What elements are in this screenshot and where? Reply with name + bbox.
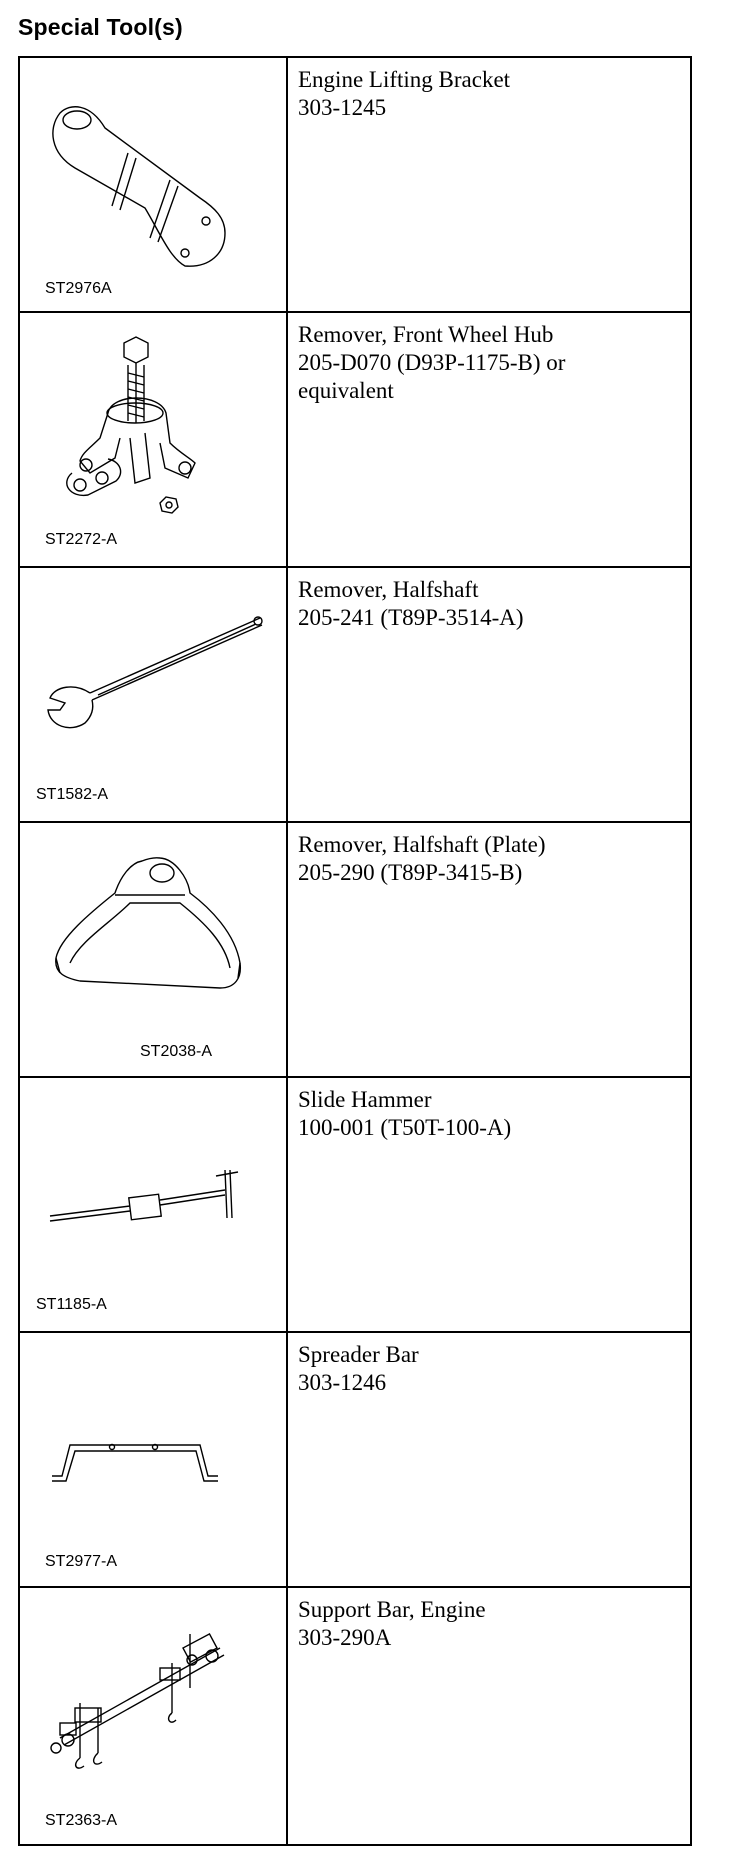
tool-description-cell <box>287 312 691 567</box>
tool-image-cell <box>19 567 287 822</box>
tool-image-cell <box>19 1077 287 1332</box>
tool-image-code: ST1185-A <box>36 1296 107 1313</box>
page-title: Special Tool(s) <box>18 14 183 40</box>
tool-number: 303-290A <box>298 1625 392 1650</box>
tool-image-code: ST2272-A <box>45 531 118 548</box>
tool-name: Remover, Halfshaft <box>298 577 479 602</box>
engine-support-bar-illustration <box>20 1588 286 1844</box>
tool-number: 205-290 (T89P-3415-B) <box>298 860 523 885</box>
tool-name: Remover, Front Wheel Hub <box>298 322 554 347</box>
table-row <box>19 567 691 822</box>
table-row <box>19 822 691 1077</box>
tool-image-cell <box>19 312 287 567</box>
tool-description-cell <box>287 1077 691 1332</box>
tool-image-code: ST2363-A <box>45 1812 118 1829</box>
tool-image-code: ST1582-A <box>36 786 109 803</box>
table-row <box>19 1332 691 1587</box>
table-row <box>19 1587 691 1845</box>
table-row <box>19 1077 691 1332</box>
tool-description-cell <box>287 1332 691 1587</box>
tool-number: 205-D070 (D93P-1175-B) or <box>298 350 566 375</box>
tool-image-cell <box>19 57 287 312</box>
halfshaft-remover-illustration <box>20 568 286 821</box>
tool-name: Support Bar, Engine <box>298 1597 486 1622</box>
tool-description-cell <box>287 1587 691 1845</box>
spreader-bar-illustration <box>20 1333 286 1586</box>
tool-description-cell <box>287 567 691 822</box>
tool-description-cell <box>287 57 691 312</box>
halfshaft-plate-remover-illustration <box>20 823 286 1076</box>
tool-image-code: ST2976A <box>45 280 112 297</box>
tool-name: Engine Lifting Bracket <box>298 67 511 92</box>
special-tools-table <box>18 56 692 1846</box>
tool-image-code: ST2038-A <box>140 1043 213 1060</box>
front-wheel-hub-remover-illustration <box>20 313 286 566</box>
table-row <box>19 312 691 567</box>
tool-number: 205-241 (T89P-3514-A) <box>298 605 524 630</box>
tool-image-cell <box>19 1332 287 1587</box>
tool-name: Slide Hammer <box>298 1087 432 1112</box>
tool-description-cell <box>287 822 691 1077</box>
tool-number: 100-001 (T50T-100-A) <box>298 1115 512 1140</box>
tool-image-cell <box>19 1587 287 1845</box>
tool-image-code: ST2977-A <box>45 1553 118 1570</box>
tool-name: Remover, Halfshaft (Plate) <box>298 832 546 857</box>
slide-hammer-illustration <box>20 1078 286 1331</box>
engine-lifting-bracket-illustration <box>20 58 286 311</box>
tool-name: Spreader Bar <box>298 1342 419 1367</box>
tool-number: 303-1246 <box>298 1370 387 1395</box>
tool-image-cell <box>19 822 287 1077</box>
tool-note: equivalent <box>298 378 394 403</box>
tool-number: 303-1245 <box>298 95 387 120</box>
table-row <box>19 57 691 312</box>
